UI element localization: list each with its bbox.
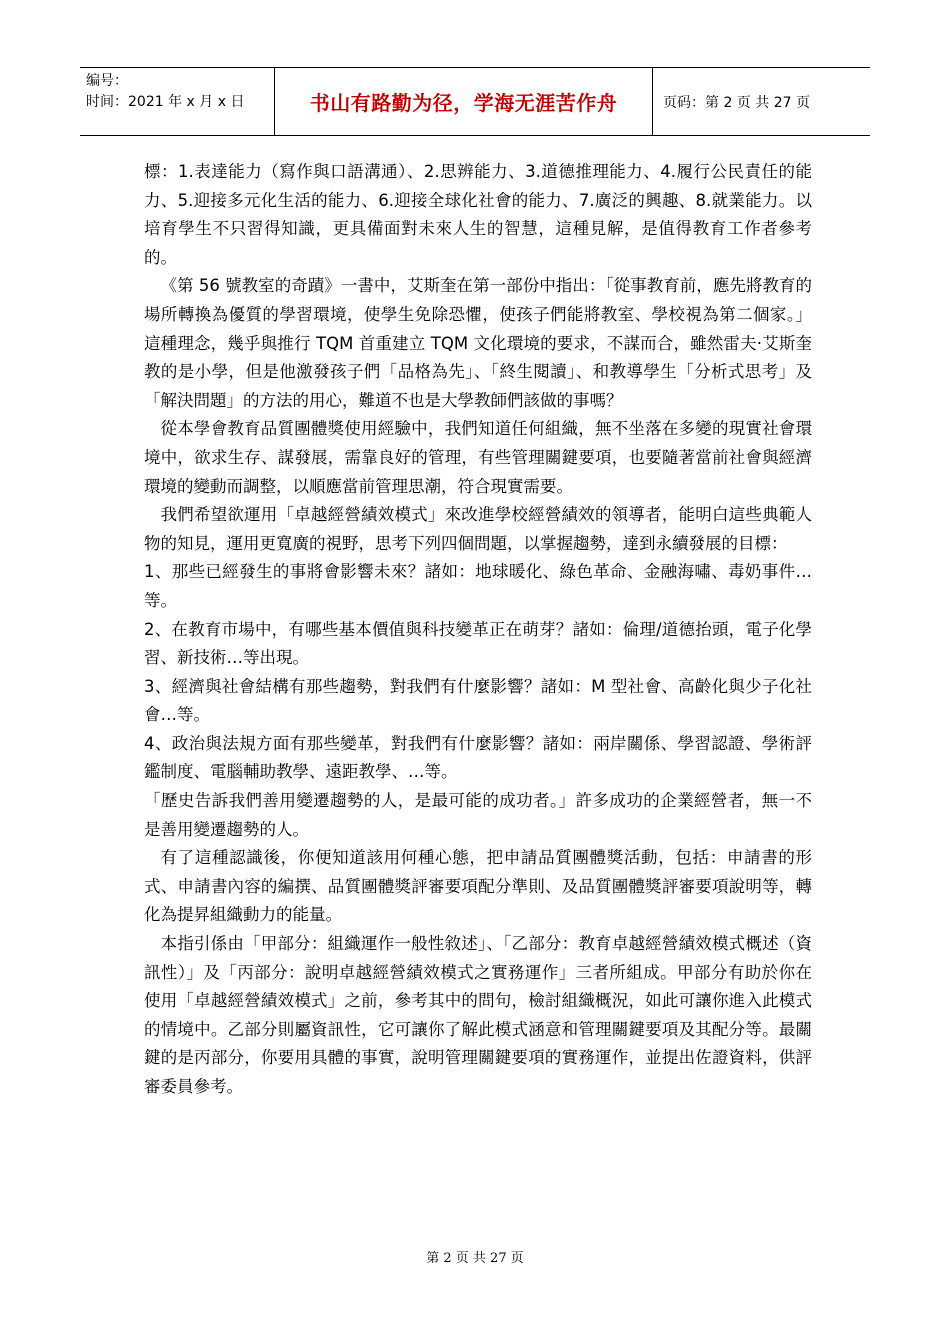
list-item: 3、經濟與社會結構有那些趨勢，對我們有什麼影響？諸如：M 型社會、高齡化與少子化社會…等。 <box>144 676 812 725</box>
paragraph: 有了這種認識後，你便知道該用何種心態，把申請品質團體獎活動，包括：申請書的形式、申請書內容的編撰、品質團體獎評審要項配分準則、及品質團體獎評審要項說明等，轉化為提昇組織動力的能量。 <box>144 848 812 925</box>
paragraph: 「歷史告訴我們善用變遷趨勢的人，是最可能的成功者。」許多成功的企業經營者，無一不是善用變遷趨勢的人。 <box>144 791 812 839</box>
footer-page-number: 第 2 页 共 27 页 <box>426 1251 524 1266</box>
list-item: 1、那些已經發生的事將會影響未來？諸如：地球暖化、綠色革命、金融海嘯、毒奶事件…等。 <box>144 562 812 610</box>
page-header <box>80 67 870 136</box>
paragraph: 我們希望欲運用「卓越經營績效模式」來改進學校經營績效的領導者，能明白這些典範人物的知見，運用更寬廣的視野，思考下列四個問題，以掌握趨勢，達到永續發展的目標： <box>144 505 812 553</box>
paragraph: 本指引係由「甲部分：組織運作一般性敘述」、「乙部分：教育卓越經營績效模式概述（資訊性）」及「丙部分：說明卓越經營績效模式之實務運作」三者所組成。甲部分有助於你在使用「卓越經營績效模式」之前，參考其中的問句，檢討組織概況，如此可讓你進入此模式的情境中。乙部分則屬資訊性，它可讓你了解此模式涵意和管理關鍵要項及其配分等。最關鍵的是丙部分，你要用具體的事實，說明管理關鍵要項的實務運作，並提出佐證資料，供評審委員參考。 <box>144 934 812 1096</box>
header-motto-cell <box>275 68 653 135</box>
header-number-label: 编号： <box>86 73 128 89</box>
page-footer <box>0 1247 950 1266</box>
list-item: 2、在教育市場中，有哪些基本價值與科技變革正在萌芽？諸如：倫理/道德抬頭，電子化學習、新技術…等出現。 <box>144 619 812 668</box>
header-page-cell <box>653 68 870 135</box>
paragraph: 從本學會教育品質團體獎使用經驗中，我們知道任何組織，無不坐落在多變的現實社會環境中，欲求生存、謀發展，需靠良好的管理，有些管理關鍵要項，也要隨著當前社會與經濟環境的變動而調整，以順應當前管理思潮，符合現實需要。 <box>144 419 812 496</box>
document-body <box>144 158 812 1102</box>
header-time-label: 时间：2021 年 x 月 x 日 <box>86 94 245 110</box>
header-meta <box>80 68 275 135</box>
paragraph: 《第 56 號教室的奇蹟》一書中，艾斯奎在第一部份中指出：「從事教育前，應先將教育的場所轉換為優質的學習環境，使學生免除恐懼，使孩子們能將教室、學校視為第二個家。」這種理念，幾乎與推行 TQM 首重建立 TQM 文化環境的要求，不謀而合，雖然雷夫‧艾斯奎教的是小學，但是他激發孩子們「品格為先」、「終生閱讀」、和教導學生「分析式思考」及「解決問題」的方法的用心，難道不也是大學教師們該做的事嗎？ <box>144 276 812 410</box>
header-page-label: 页码：第 2 页 共 27 页 <box>663 94 810 111</box>
header-motto: 书山有路勤为径，学海无涯苦作舟 <box>309 91 618 115</box>
paragraph: 標：1.表達能力（寫作與口語溝通）、2.思辨能力、3.道德推理能力、4.履行公民責任的能力、5.迎接多元化生活的能力、6.迎接全球化社會的能力、7.廣泛的興趣、8.就業能力。以培育學生不只習得知識，更具備面對未來人生的智慧，這種見解，是值得教育工作者參考的。 <box>144 162 812 267</box>
list-item: 4、政治與法規方面有那些變革，對我們有什麼影響？諸如：兩岸關係、學習認證、學術評鑑制度、電腦輔助教學、遠距教學、…等。 <box>144 733 812 782</box>
